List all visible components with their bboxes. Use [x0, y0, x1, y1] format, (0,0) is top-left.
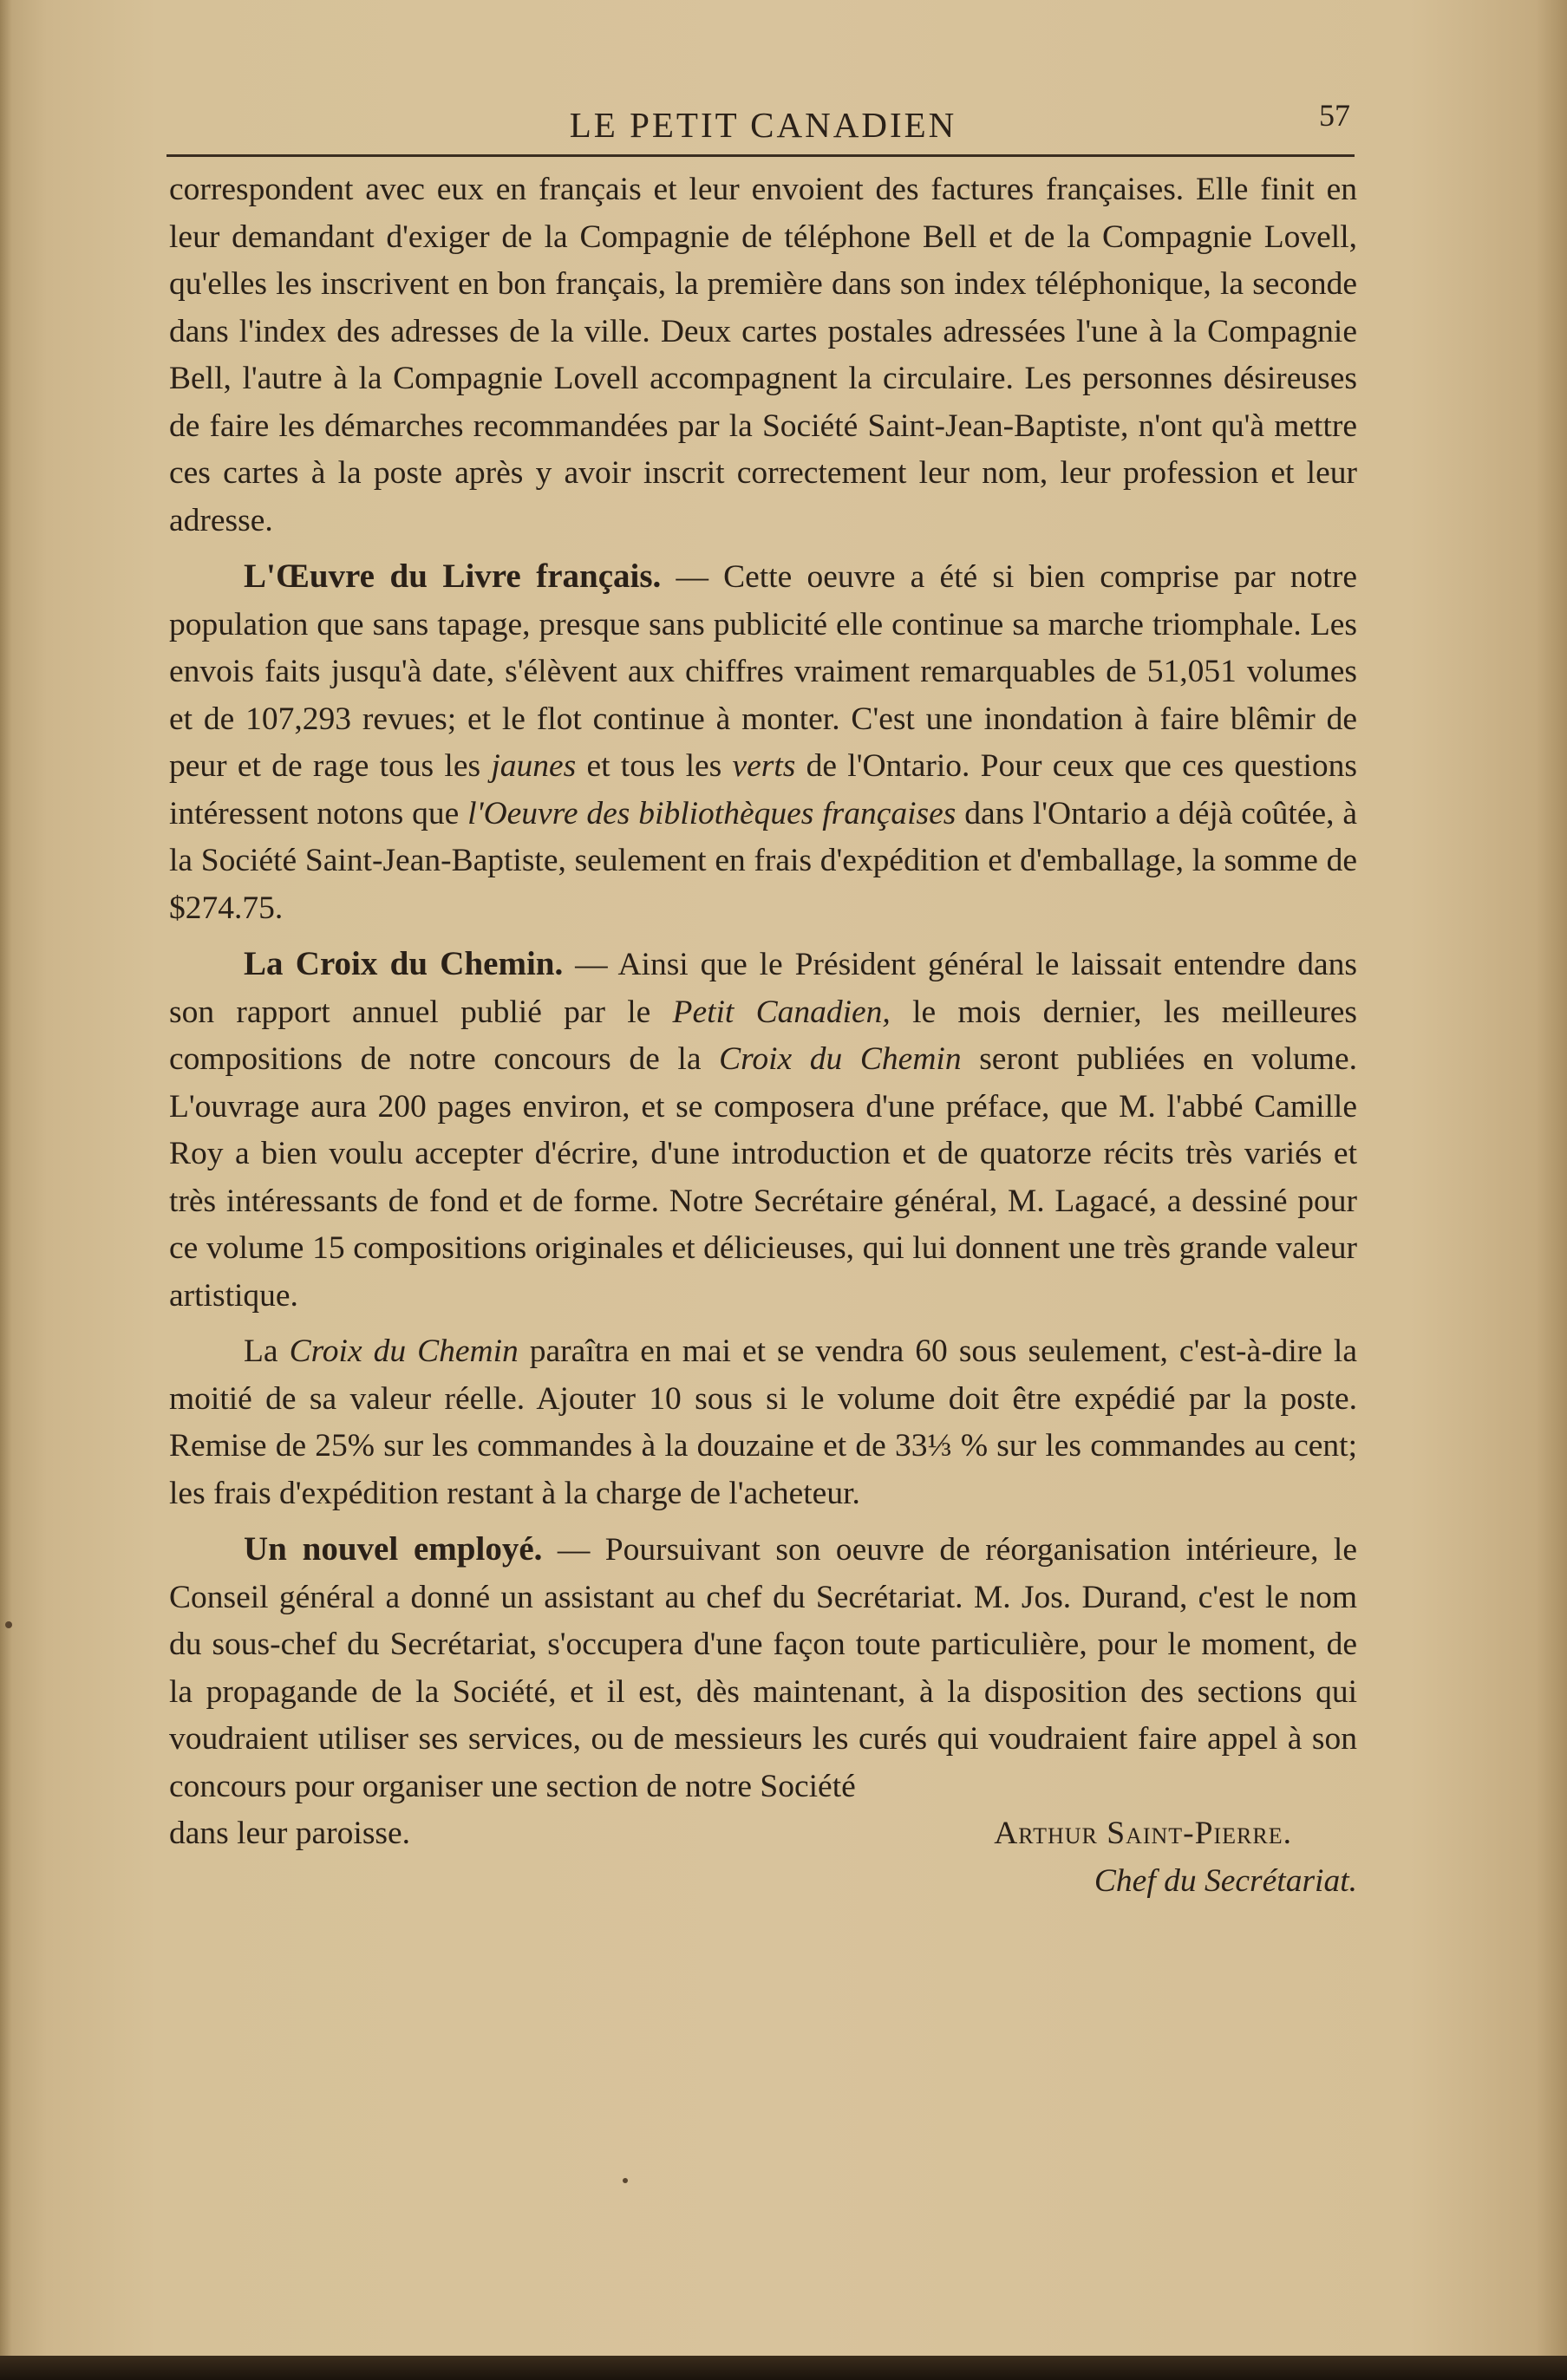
section-text: — Poursuivant son oeuvre de réorganisation intérieure, le Conseil général a donné un assistant au chef du Secrétariat. M. Jos. Durand, c'est le nom du sous-chef du Secrétariat, s'occupera d'une façon toute particulière, pour le moment, de la propagande de la Société, et il est, dès maintenant, à la disposition des sections qui voudraient utiliser ses services, ou de messieurs les curés qui voudraient faire appel à son concours pour organiser une section de notre Société: [169, 1532, 1357, 1804]
text-run: — Cette oeuvre a été si bien comprise par notre population que sans tapage, presque sans publicité elle continue sa marche triomphale. Les envois faits jusqu'à date, s'élèvent aux chiffres vraiment remarquables de 51,051 volumes et de 107,293 revues; et le flot continue à monter. C'est une inondation à faire blêmir de peur et de rage tous les: [169, 559, 1357, 784]
text-run: La: [244, 1333, 290, 1369]
text-run: dans l'Ontario a déjà coûtée, à la Société Saint-Jean-Baptiste, seulement en frais d'expédition et d'emballage, la somme de $274.75.: [169, 795, 1358, 926]
section-croix-du-chemin: [169, 941, 1357, 1320]
text-run: de l'Ontario. Pour ceux que ces questions intéressent notons que: [169, 748, 1357, 831]
section-text: [169, 947, 1357, 1314]
section-nouvel-employe: [169, 1526, 1357, 1810]
last-line: dans leur paroisse.: [169, 1816, 411, 1851]
section-text: [169, 559, 1357, 926]
italic-run: Petit Canadien,: [672, 994, 891, 1030]
italic-run: verts: [732, 748, 796, 784]
signature-name: Arthur Saint-Pierre.: [994, 1816, 1292, 1851]
paper-speck: [5, 1621, 12, 1628]
croix-du-chemin-paragraph-2: [169, 1328, 1357, 1517]
italic-run: l'Oeuvre des bibliothèques françaises: [467, 795, 957, 831]
page-bottom-edge: [0, 2356, 1567, 2380]
header-rule: [166, 154, 1355, 157]
page-left-edge: [0, 0, 12, 2380]
section-heading: L'Œuvre du Livre français.: [244, 558, 662, 595]
italic-run: Croix du Chemin: [289, 1333, 519, 1369]
paper-speck: [623, 2178, 628, 2183]
text-run: le mois dernier, les meilleures compositions de notre concours de la: [169, 994, 1357, 1077]
section-heading: Un nouvel employé.: [244, 1530, 543, 1568]
continuation-paragraph: correspondent avec eux en français et leur envoient des factures françaises. Elle finit en leur demandant d'exiger de la Compagnie de téléphone Bell et de la Compagnie Lovell, qu'elles les inscrivent en bon français, la première dans son index téléphonique, la seconde dans l'index des adresses de la ville. Deux cartes postales adressées l'une à la Compagnie Bell, l'autre à la Compagnie Lovell accompagnent la circulaire. Les personnes désireuses de faire les démarches recommandées par la Société Saint-Jean-Baptiste, n'ont qu'à mettre ces cartes à la poste après y avoir inscrit correctement leur nom, leur profession et leur adresse.: [169, 172, 1357, 538]
text-run: paraîtra en mai et se vendra 60 sous seulement, c'est-à-dire la moitié de sa valeur réelle. Ajouter 10 sous si le volume doit être expédié par la poste. Remise de 25% sur les commandes à la douzaine et de 33⅓ % sur les commandes au cent; les frais d'expédition restant à la charge de l'acheteur.: [169, 1333, 1357, 1511]
section-livre-francais: [169, 553, 1357, 932]
text-run: — Ainsi que le Président général le laissait entendre dans son rapport annuel publié par le: [169, 947, 1357, 1030]
running-header: [169, 97, 1357, 149]
running-title: LE PETIT CANADIEN: [569, 105, 957, 145]
page-number: 57: [1319, 98, 1350, 133]
section-text: [169, 1333, 1357, 1511]
italic-run: jaunes: [491, 748, 577, 784]
text-run: et tous les: [576, 748, 733, 784]
section-heading: La Croix du Chemin.: [244, 945, 564, 982]
signature-line: [169, 1810, 1357, 1858]
article-body: [169, 166, 1357, 1905]
italic-run: Croix du Chemin: [719, 1041, 962, 1077]
signature-title: Chef du Secrétariat.: [1094, 1862, 1357, 1899]
text-run: seront publiées en volume. L'ouvrage aura 200 pages environ, et se composera d'une préface, que M. l'abbé Camille Roy a bien voulu accepter d'écrire, d'une introduction et de quatorze récits très variés et très intéressants de fond et de forme. Notre Secrétaire général, M. Lagacé, a dessiné pour ce volume 15 compositions originales et délicieuses, qui lui donnent une très grande valeur artistique.: [169, 1041, 1357, 1314]
